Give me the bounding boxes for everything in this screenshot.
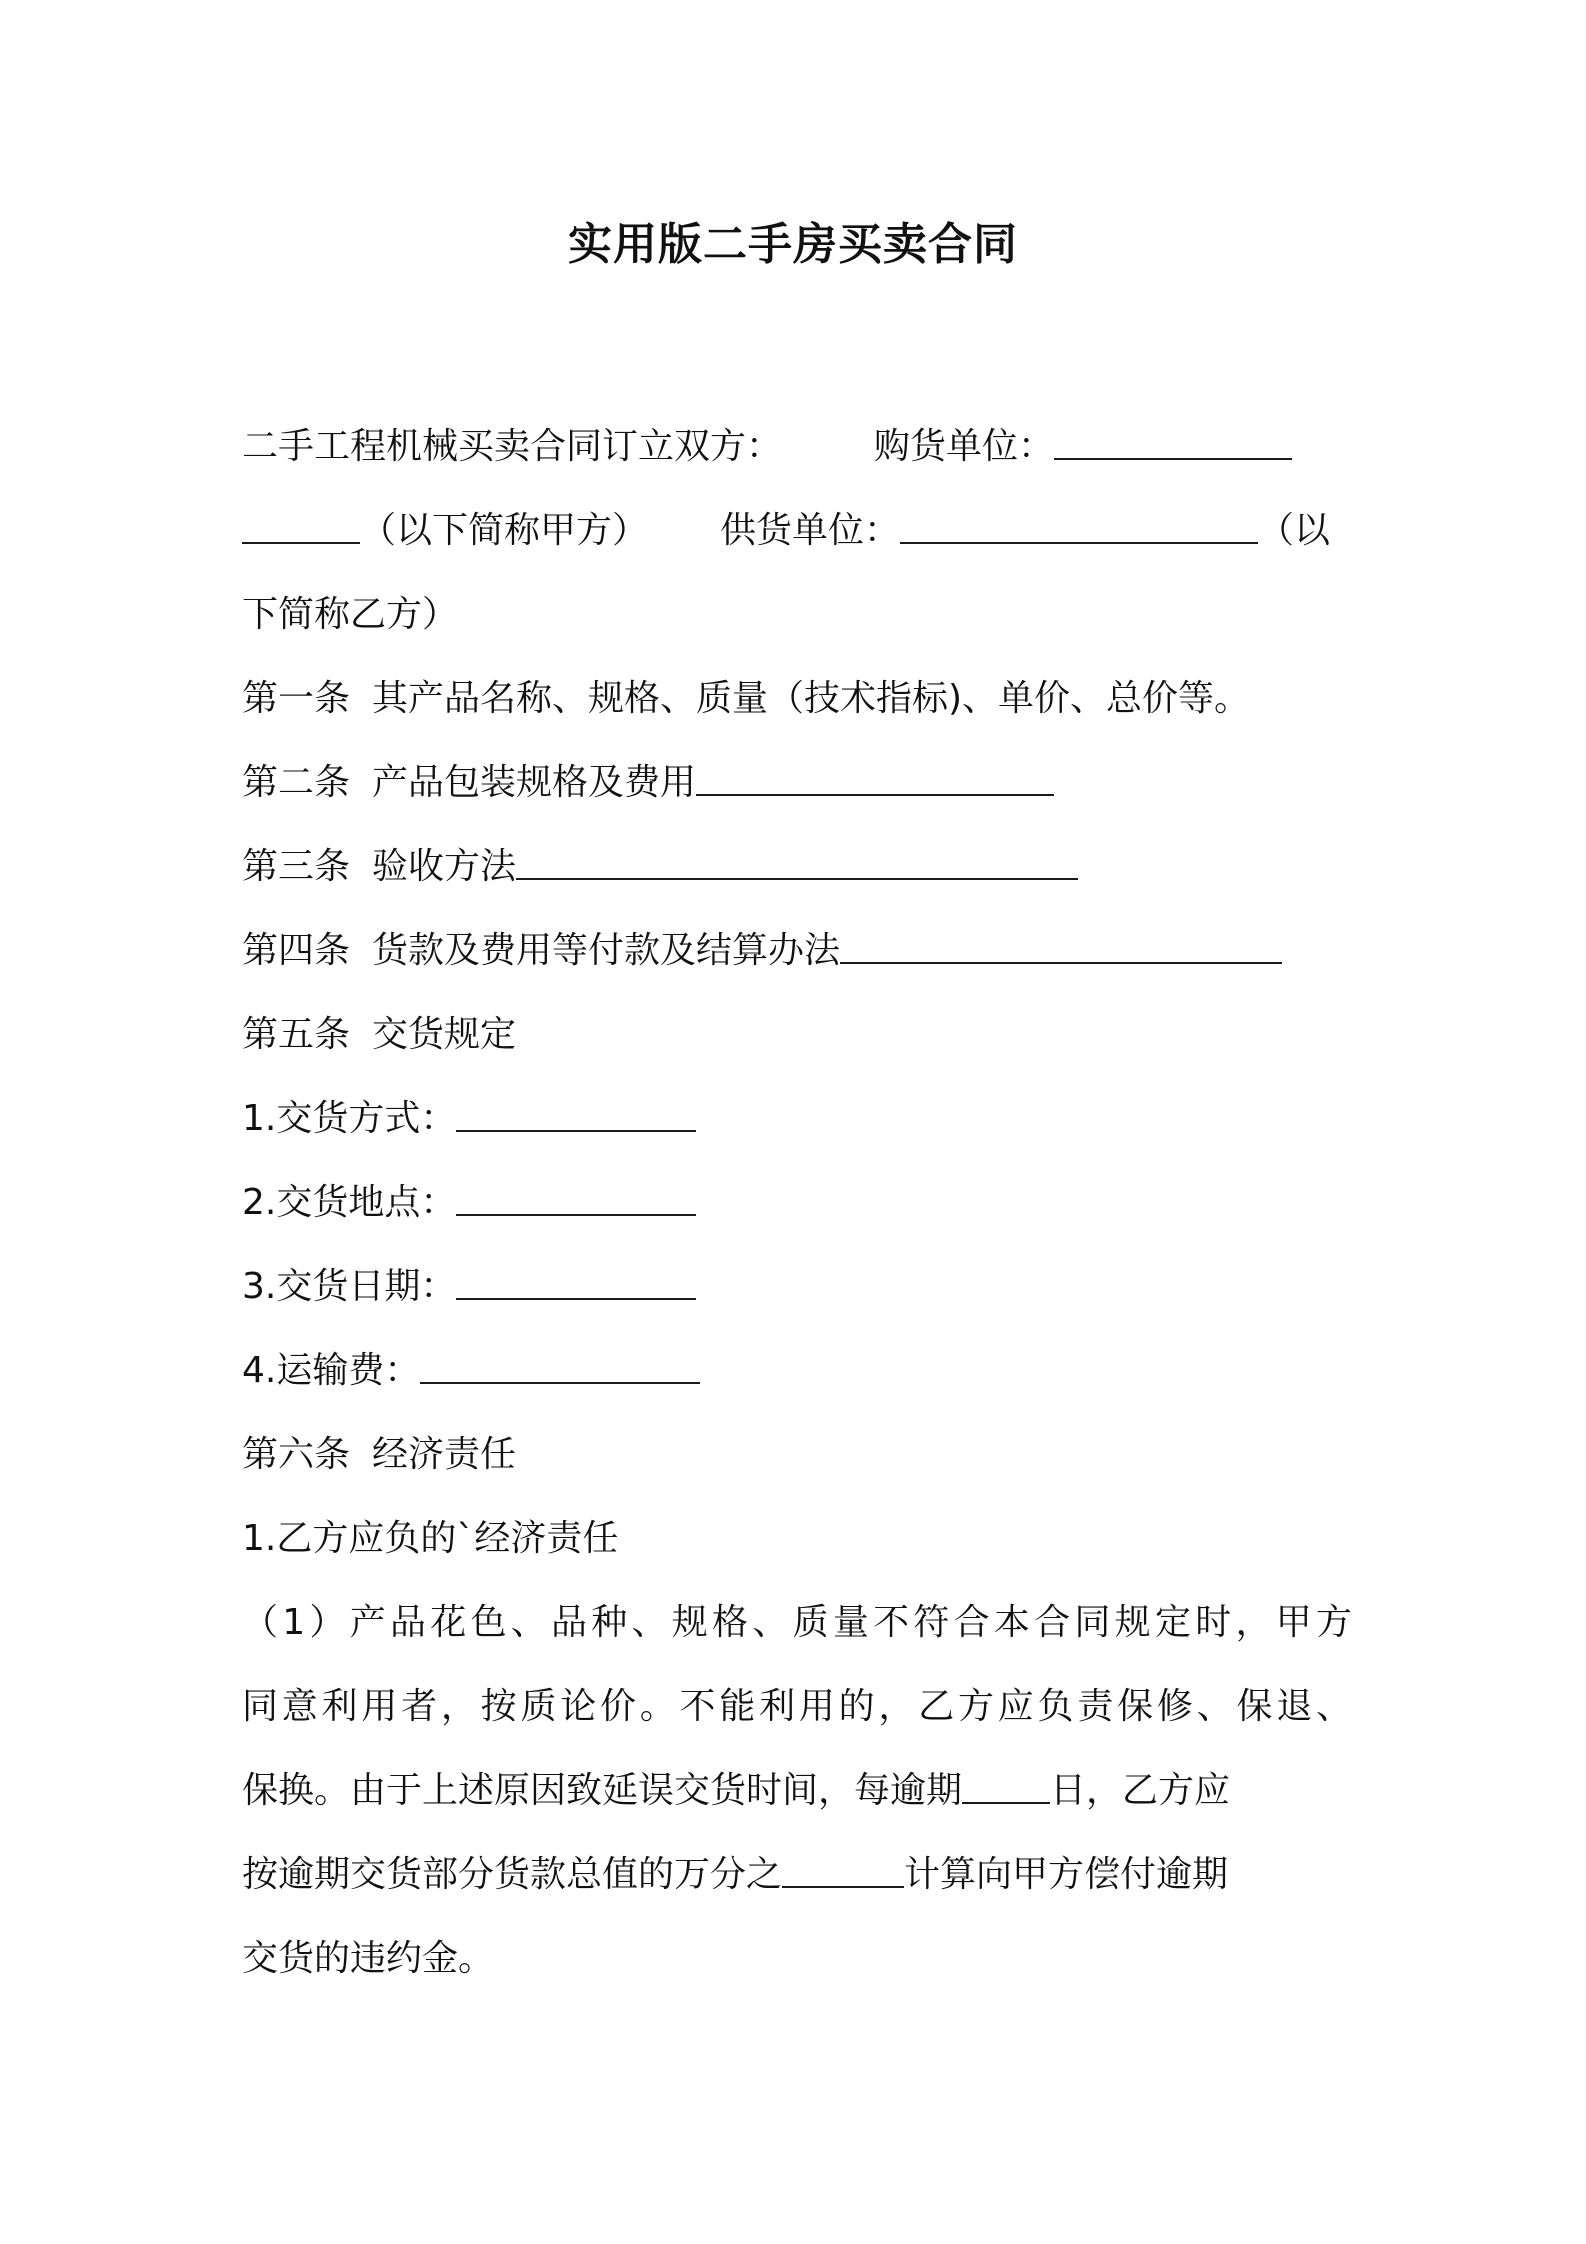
delivery-freight-label: 4.运输费： bbox=[242, 1350, 421, 1391]
packaging-blank bbox=[696, 754, 1054, 796]
delivery-place-label: 2.交货地点： bbox=[242, 1182, 457, 1223]
liability-paragraph-line-4 bbox=[242, 1833, 1352, 1917]
intro-line-1 bbox=[242, 405, 1352, 489]
article-5-text: 交货规定 bbox=[372, 1014, 517, 1055]
article-5-number: 第五条 bbox=[242, 1014, 351, 1055]
article-1-number: 第一条 bbox=[242, 678, 351, 719]
article-5 bbox=[242, 993, 1352, 1077]
buyer-blank-continued bbox=[242, 502, 360, 544]
party-b-note-start: （以 bbox=[1258, 510, 1331, 551]
delivery-freight-blank bbox=[420, 1342, 700, 1384]
liability-paragraph-end: 交货的违约金。 bbox=[242, 1938, 495, 1979]
inspection-blank bbox=[516, 838, 1078, 880]
penalty-rate-tail: 计算向甲方偿付逾期 bbox=[904, 1854, 1229, 1895]
article-4-number: 第四条 bbox=[242, 930, 351, 971]
article-2-text: 产品包装规格及费用 bbox=[372, 762, 697, 803]
page-title: 实用版二手房买卖合同 bbox=[568, 219, 1018, 270]
article-6 bbox=[242, 1413, 1352, 1497]
delivery-date-blank bbox=[456, 1258, 696, 1300]
intro-line-3 bbox=[242, 573, 1352, 657]
payment-blank bbox=[840, 922, 1282, 964]
late-days-lead: 保换。由于上述原因致延误交货时间，每逾期 bbox=[242, 1770, 963, 1811]
penalty-rate-lead: 按逾期交货部分货款总值的万分之 bbox=[242, 1854, 783, 1895]
penalty-rate-blank bbox=[782, 1846, 904, 1888]
article-4 bbox=[242, 909, 1352, 993]
article-2 bbox=[242, 741, 1352, 825]
article-6-number: 第六条 bbox=[242, 1434, 351, 1475]
article-3-text: 验收方法 bbox=[372, 846, 517, 887]
party-a-note: （以下简称甲方） bbox=[360, 510, 649, 551]
liability-paragraph-line-5 bbox=[242, 1917, 1352, 2001]
article-3-number: 第三条 bbox=[242, 846, 351, 887]
liability-paragraph-line-3 bbox=[242, 1749, 1352, 1833]
liability-heading bbox=[242, 1497, 1352, 1581]
delivery-method bbox=[242, 1077, 1352, 1161]
delivery-method-blank bbox=[456, 1090, 696, 1132]
delivery-date-label: 3.交货日期： bbox=[242, 1266, 457, 1307]
buyer-blank bbox=[1054, 418, 1292, 460]
intro-lead: 二手工程机械买卖合同订立双方： bbox=[242, 426, 783, 467]
late-days-tail: 日，乙方应 bbox=[1050, 1770, 1231, 1811]
liability-paragraph-line-2: 同意利用者，按质论价。不能利用的，乙方应负责保修、保退、 bbox=[242, 1686, 1352, 1727]
article-1-text: 其产品名称、规格、质量（技术指标)、单价、总价等。 bbox=[372, 678, 1251, 719]
seller-blank bbox=[900, 502, 1258, 544]
article-1 bbox=[242, 657, 1352, 741]
late-days-blank bbox=[962, 1762, 1050, 1804]
delivery-method-label: 1.交货方式： bbox=[242, 1098, 457, 1139]
delivery-freight bbox=[242, 1329, 1352, 1413]
seller-label: 供货单位： bbox=[720, 510, 901, 551]
contract-body bbox=[242, 405, 1352, 2001]
intro-line-2 bbox=[242, 489, 1352, 573]
delivery-place bbox=[242, 1161, 1352, 1245]
article-4-text: 货款及费用等付款及结算办法 bbox=[372, 930, 841, 971]
delivery-date bbox=[242, 1245, 1352, 1329]
liability-paragraph-line-1: （1）产品花色、品种、规格、质量不符合本合同规定时，甲方 bbox=[242, 1602, 1352, 1643]
party-b-note-end: 下简称乙方） bbox=[242, 594, 459, 635]
article-6-text: 经济责任 bbox=[372, 1434, 517, 1475]
liability-heading-text: 1.乙方应负的`经济责任 bbox=[242, 1518, 619, 1559]
delivery-place-blank bbox=[456, 1174, 696, 1216]
article-2-number: 第二条 bbox=[242, 762, 351, 803]
buyer-label: 购货单位： bbox=[874, 426, 1055, 467]
article-3 bbox=[242, 825, 1352, 909]
